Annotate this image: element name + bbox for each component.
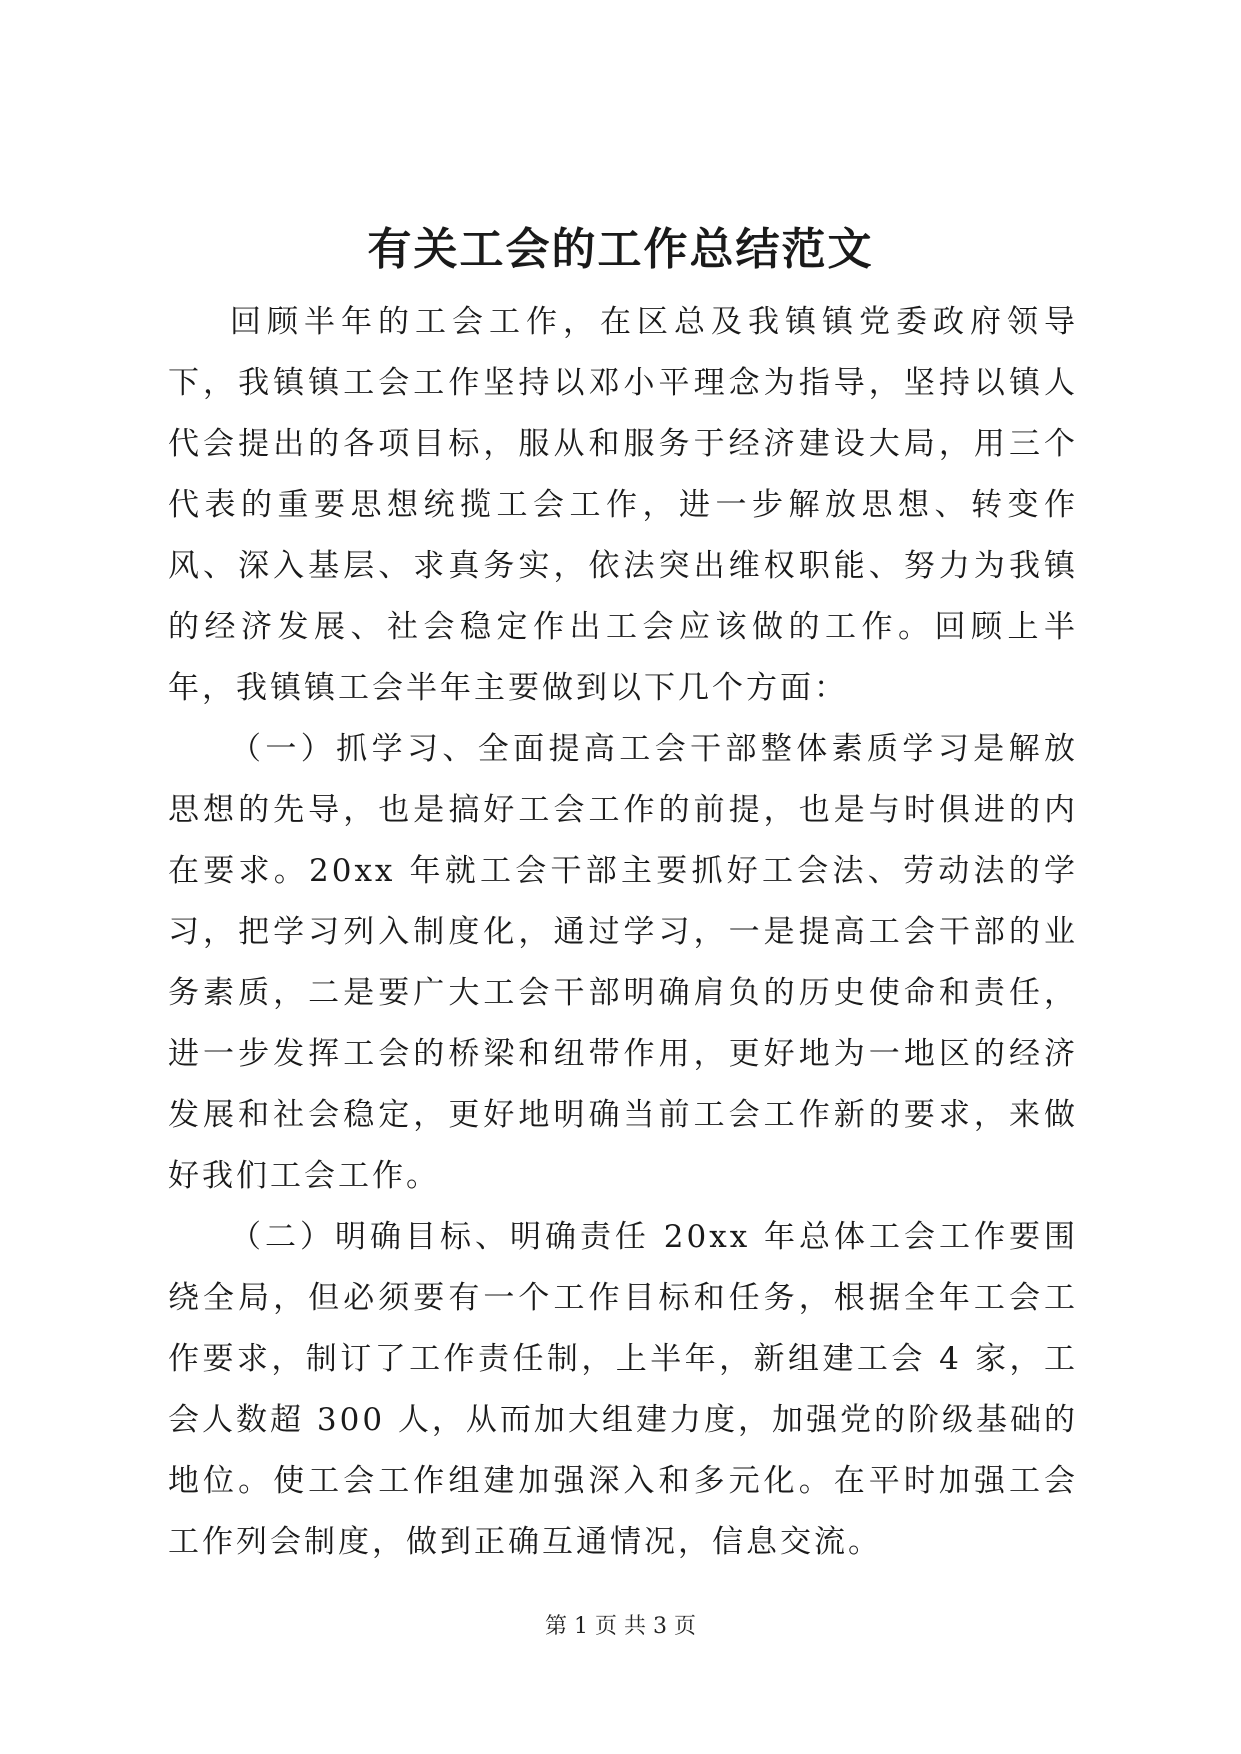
paragraph-intro: 回顾半年的工会工作，在区总及我镇镇党委政府领导下，我镇镇工会工作坚持以邓小平理念为指导，坚持以镇人代会提出的各项目标，服从和服务于经济建设大局，用三个代表的重要思想统揽工会工作，进一步解放思想、转变作风、深入基层、求真务实，依法突出维权职能、努力为我镇的经济发展、社会稳定作出工会应该做的工作。回顾上半年，我镇镇工会半年主要做到以下几个方面： xyxy=(168,304,1078,706)
paragraph-section-2: （二）明确目标、明确责任 20xx 年总体工会工作要围绕全局，但必须要有一个工作目标和任务，根据全年工会工作要求，制订了工作责任制，上半年，新组建工会 4 家，工会人数超 300 人，从而加大组建力度，加强党的阶级基础的地位。使工会工作组建加强深入和多元化。在平时加强工会工作列会制度，做到正确互通情况，信息交流。 xyxy=(168,1219,1078,1560)
document-title: 有关工会的工作总结范文 xyxy=(367,224,874,275)
paragraph-section-1: （一）抓学习、全面提高工会干部整体素质学习是解放思想的先导，也是搞好工会工作的前提，也是与时俱进的内在要求。20xx 年就工会干部主要抓好工会法、劳动法的学习，把学习列入制度化，通过学习，一是提高工会干部的业务素质，二是要广大工会干部明确肩负的历史使命和责任，进一步发挥工会的桥梁和纽带作用，更好地为一地区的经济发展和社会稳定，更好地明确当前工会工作新的要求，来做好我们工会工作。 xyxy=(168,731,1078,1194)
page-number-footer: 第 1 页 共 3 页 xyxy=(545,1614,696,1639)
document-body xyxy=(168,292,1078,1573)
